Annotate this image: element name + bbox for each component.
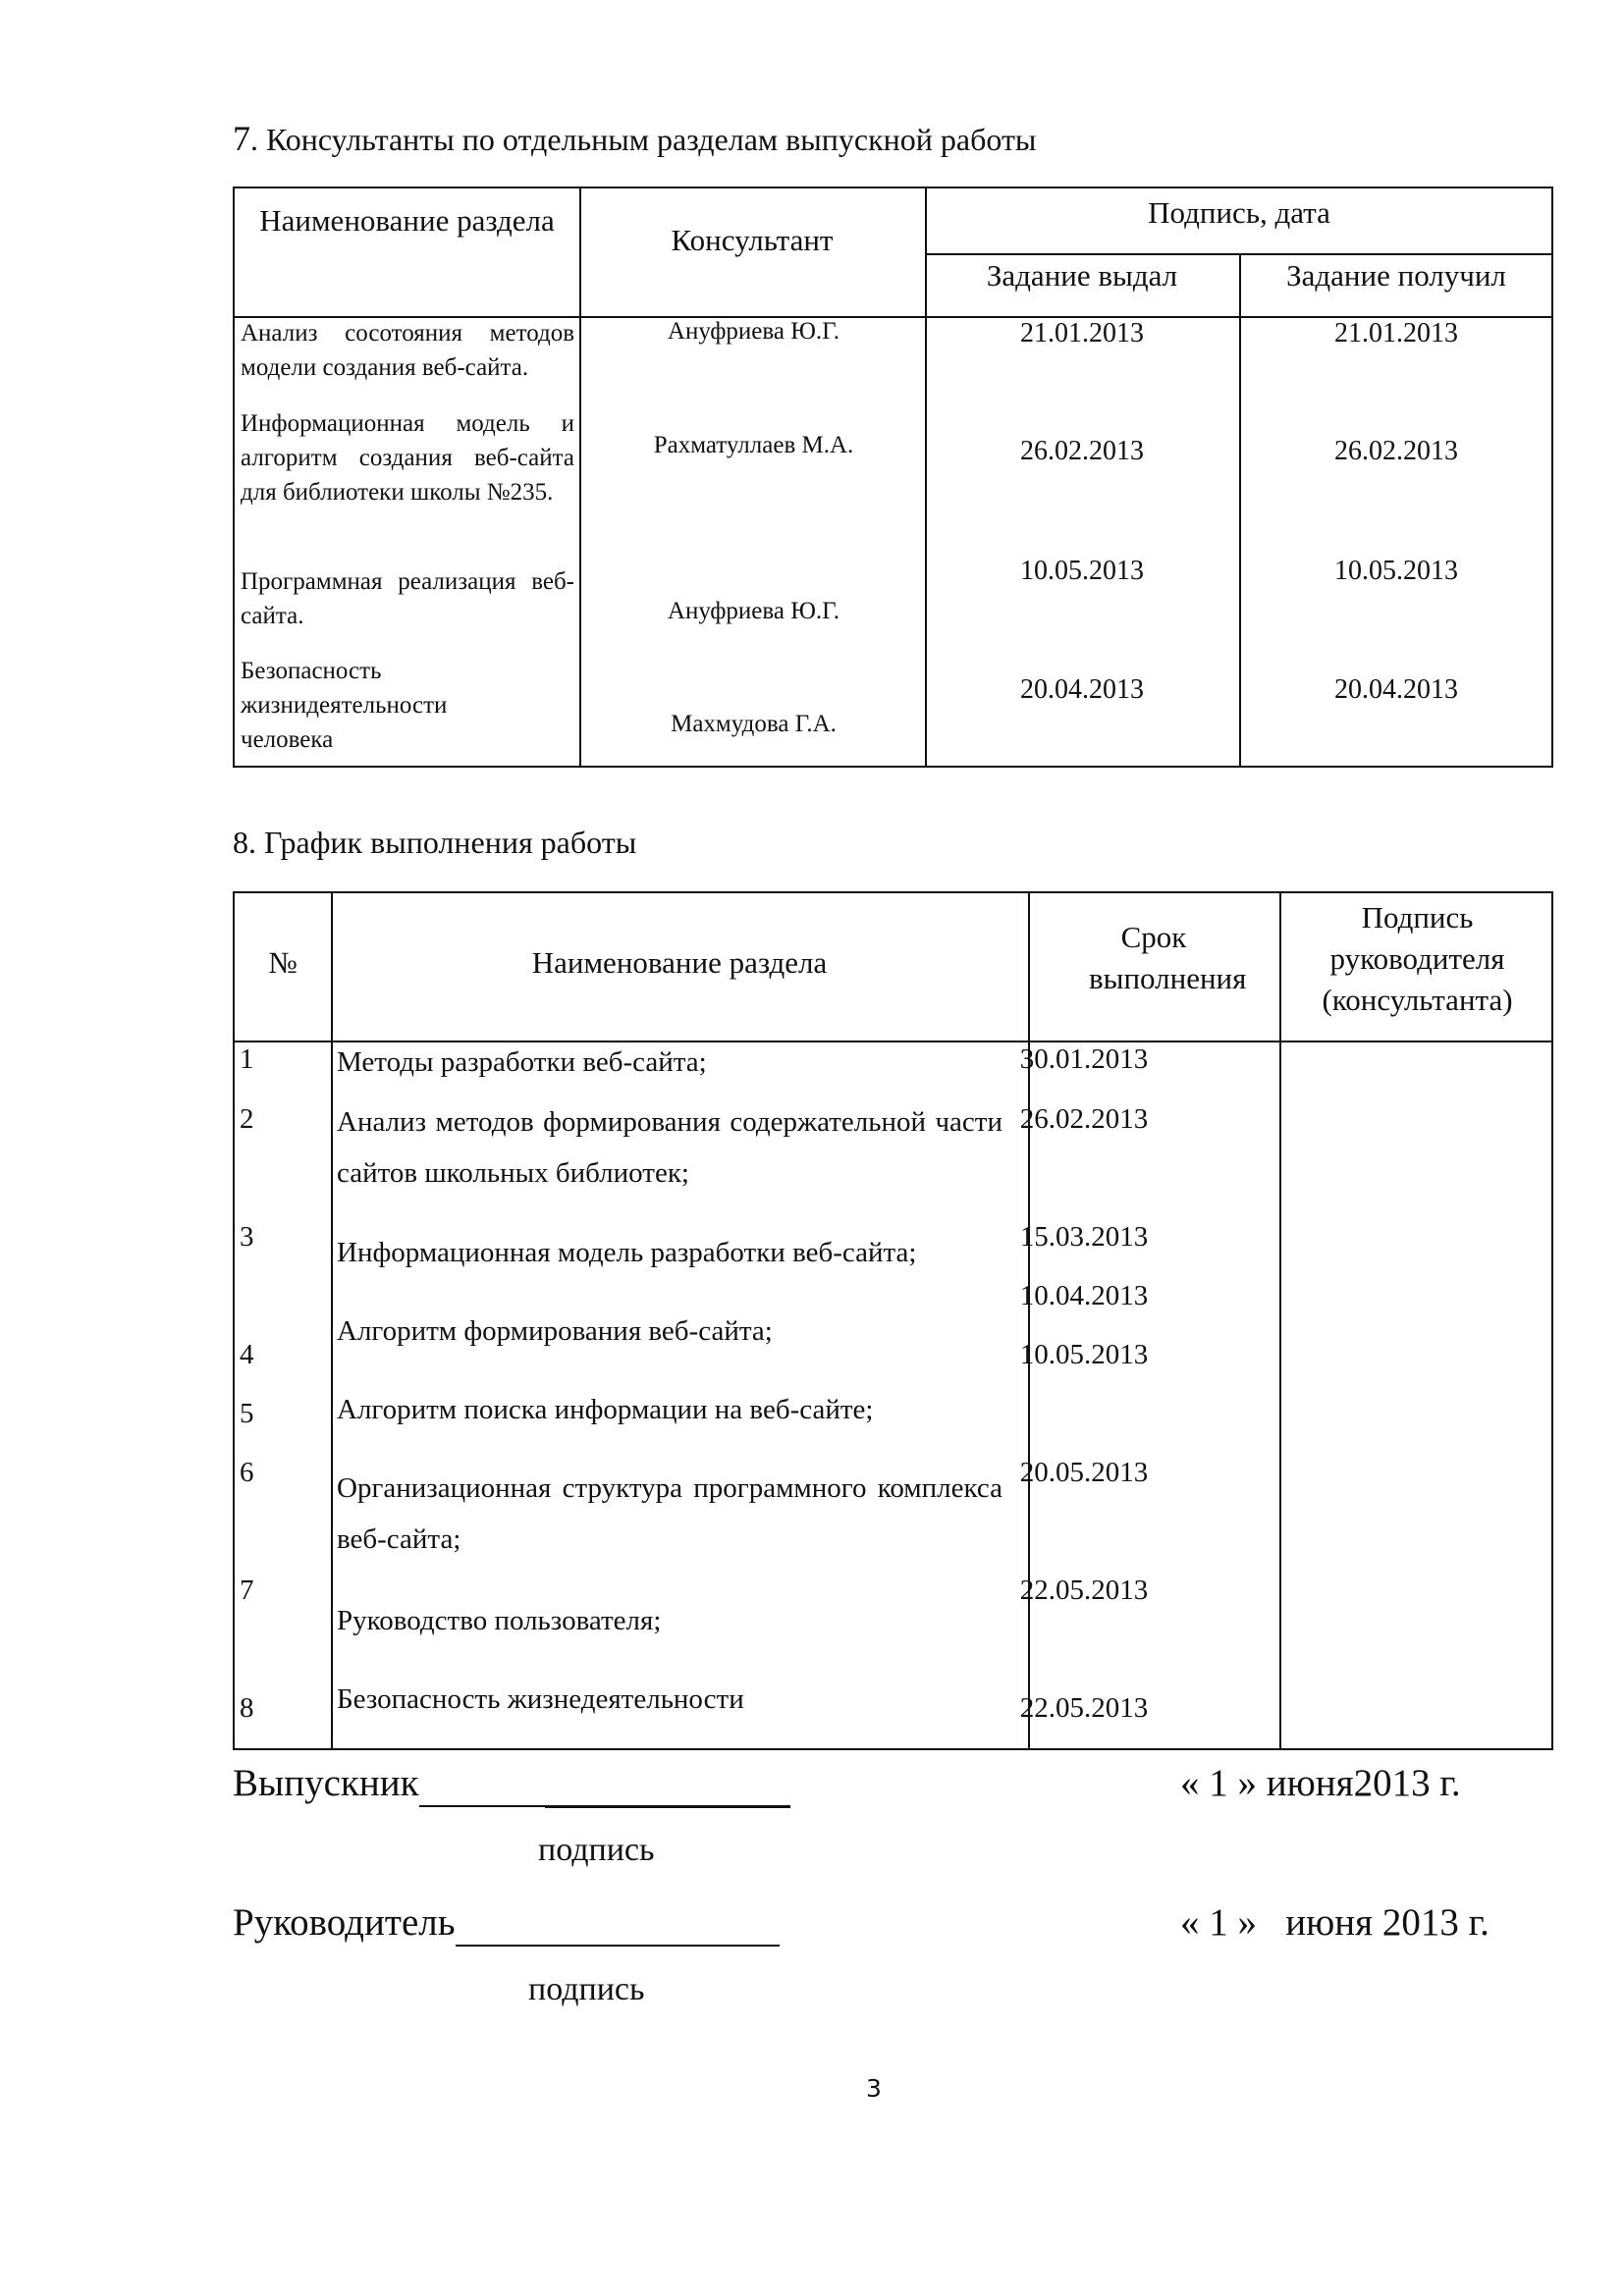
row3-section: Программная реализация веб-сайта.	[241, 568, 574, 629]
header-issued: Задание выдал	[986, 258, 1178, 293]
graduate-signature-blank-2[interactable]	[545, 1761, 790, 1808]
row1-consultant: Ануфриева Ю.Г.	[667, 318, 840, 345]
row-name-5: Алгоритм поиска информации на веб-сайте;	[337, 1394, 874, 1425]
row-name-3: Информационная модель разработки веб-сайта;	[337, 1237, 917, 1268]
row-number-7: 7	[240, 1575, 254, 1606]
header-received: Задание получил	[1286, 258, 1506, 293]
row-name-4: Алгоритм формирования веб-сайта;	[337, 1315, 773, 1347]
row-name-1: Методы разработки веб-сайта;	[337, 1046, 707, 1078]
supervisor-label: Руководитель	[233, 1901, 456, 1944]
row4-issued: 20.04.2013	[1020, 674, 1144, 705]
row-date-5: 10.05.2013	[1019, 1339, 1149, 1370]
graduate-label: Выпускник	[233, 1762, 419, 1804]
row-date-4: 10.04.2013	[1019, 1280, 1149, 1311]
header-consultant: Консультант	[671, 223, 834, 257]
graduate-signature-blank-1[interactable]	[419, 1761, 537, 1807]
row1-issued: 21.01.2013	[1020, 318, 1144, 348]
row-number-3: 3	[240, 1221, 254, 1253]
header-num: №	[268, 945, 298, 980]
row3-received: 10.05.2013	[1334, 556, 1458, 586]
row-number-4: 4	[240, 1339, 254, 1370]
header-section-name: Наименование раздела	[259, 203, 555, 238]
row-date-1: 30.01.2013	[1019, 1043, 1149, 1075]
header-name: Наименование раздела	[531, 945, 828, 980]
section-7-title: 7. Консультанты по отдельным разделам выпускной работы	[233, 119, 1037, 158]
row-number-8: 8	[240, 1692, 254, 1724]
row-date-6: 20.05.2013	[1019, 1457, 1149, 1488]
schedule-table	[233, 891, 1553, 1750]
graduate-signature-caption: подпись	[538, 1832, 655, 1868]
row-number-6: 6	[240, 1457, 254, 1488]
row3-issued: 10.05.2013	[1020, 556, 1144, 586]
row-number-1: 1	[240, 1043, 254, 1075]
row-date-8: 22.05.2013	[1019, 1692, 1149, 1724]
row-name-6: Организационная структура программного комплекса веб-сайта;	[337, 1472, 1002, 1555]
row4-received: 20.04.2013	[1334, 674, 1458, 705]
row-number-2: 2	[240, 1103, 254, 1135]
section-8-title: 8. График выполнения работы	[233, 825, 637, 860]
graduate-date: « 1 » июня2013 г.	[1180, 1762, 1461, 1804]
header-signature: Подпись руководителя (консультанта)	[1322, 900, 1513, 1017]
row-name-7: Руководство пользователя;	[337, 1605, 662, 1636]
row2-issued: 26.02.2013	[1020, 436, 1144, 466]
row-date-3: 15.03.2013	[1019, 1221, 1149, 1253]
graduate-signature-line	[233, 1761, 790, 1808]
supervisor-date: « 1 » июня 2013 г.	[1180, 1901, 1489, 1944]
row-name-2: Анализ методов формирования содержательной части сайтов школьных библиотек;	[337, 1106, 1002, 1189]
row-date-7: 22.05.2013	[1019, 1575, 1149, 1606]
supervisor-signature-blank[interactable]	[456, 1900, 780, 1947]
row1-section: Анализ сосотояния методов модели создания веб-сайта.	[241, 320, 574, 381]
row4-consultant: Махмудова Г.А.	[671, 711, 837, 737]
supervisor-signature-line	[233, 1900, 780, 1947]
supervisor-signature-caption: подпись	[528, 1971, 645, 2007]
row-name-8: Безопасность жизнедеятельности	[337, 1683, 744, 1715]
row1-received: 21.01.2013	[1334, 318, 1458, 348]
header-signature-date: Подпись, дата	[1148, 195, 1330, 230]
row3-consultant: Ануфриева Ю.Г.	[667, 598, 840, 624]
page-number: 3	[866, 2074, 882, 2103]
row2-section: Информационная модель и алгоритм создания веб-сайта для библиотеки школы №235.	[241, 410, 574, 506]
row2-consultant: Рахматуллаев М.А.	[653, 432, 854, 458]
row2-received: 26.02.2013	[1334, 436, 1458, 466]
header-deadline: Срок выполнения	[1089, 920, 1247, 995]
consultants-table	[233, 187, 1553, 768]
row-date-2: 26.02.2013	[1019, 1103, 1149, 1135]
row4-section: Безопасность жизнидеятельности человека	[241, 658, 448, 753]
row-number-5: 5	[240, 1398, 254, 1429]
